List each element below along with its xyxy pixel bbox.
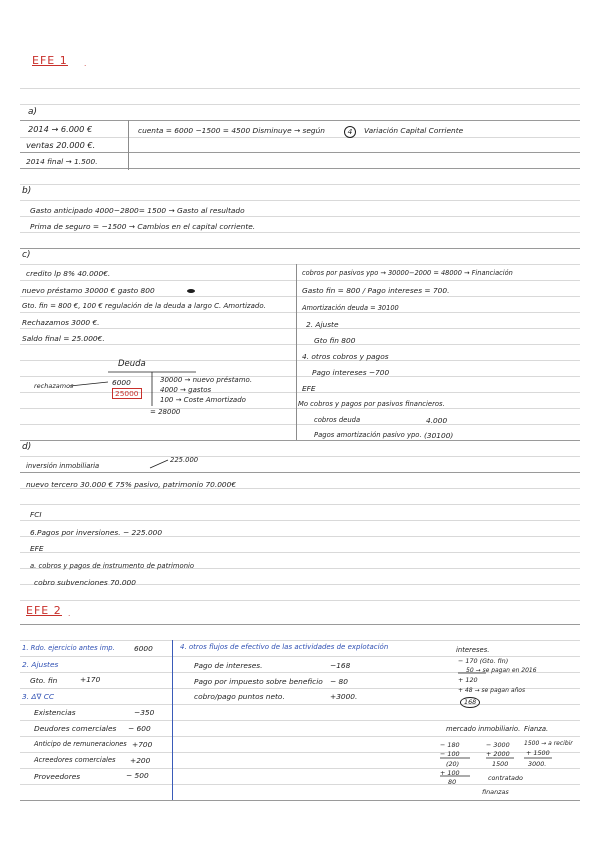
deuda-credit-1: 30000 → nuevo préstamo. (160, 376, 253, 384)
deuda-total: = 28000 (150, 408, 181, 416)
e2-c1-line-1: 1. Rdo. ejercicio antes imp. (22, 644, 115, 652)
e2-c3-col-a-5: 80 (448, 778, 457, 786)
e2-c1-line-5: Existencias (34, 708, 76, 717)
b-line-1: Gasto anticipado 4000−2800= 1500 → Gasto al resultado (30, 206, 245, 215)
c-line-3: Gto. fin = 800 €, 100 € regulación de la deuda a largo C. Amortizado. (22, 302, 266, 310)
title-dot: . (84, 59, 87, 68)
a-right-1: cuenta = 6000 −1500 = 4500 Disminuye → según (138, 126, 325, 135)
deuda-left-2: 25000 (112, 388, 142, 399)
d-line-2: nuevo tercero 30.000 € 75% pasivo, patrimonio 70.000€ (26, 480, 237, 489)
c-right-4: 2. Ajuste (306, 320, 339, 329)
item-a-label: a) (28, 107, 38, 117)
e2-c1-line-5-value: −350 (134, 708, 155, 717)
e2-c1-line-3-value: +170 (80, 675, 101, 684)
deuda-credit-2: 4000 → gastos (160, 386, 212, 394)
arrow-stroke (70, 382, 108, 386)
e2-c2-line-4-value: +3000. (330, 692, 358, 701)
e2-c3-intereses: intereses. (456, 646, 490, 654)
e2-c1-line-9-value: − 500 (126, 771, 149, 780)
a-right-variacion: Variación Capital Corriente (364, 126, 464, 135)
c-right-9: Mo cobros y pagos por pasivos financieros. (298, 400, 445, 408)
c-right-11-value: (30100) (424, 431, 454, 440)
a-line-3: 2014 final → 1.500. (26, 157, 98, 166)
item-d-label: d) (22, 442, 32, 452)
b-line-2: Prima de seguro = −1500 → Cambios en el capital corriente. (30, 222, 256, 231)
a-circled-number: 4 (344, 126, 356, 138)
c-line-5: Saldo final = 25.000€. (22, 334, 105, 343)
c-right-5: Gto fin 800 (314, 336, 356, 345)
e2-c1-line-4: 3. Δ∇ CC (22, 692, 55, 701)
e2-c2-line-4: cobro/pago puntos neto. (194, 692, 285, 701)
d-line-1-value: 225.000 (170, 456, 199, 464)
deuda-credit-3: 100 → Coste Amortizado (160, 396, 246, 404)
a-line-1: 2014 → 6.000 € (28, 124, 93, 134)
e2-c3-line-5: + 48 → se pagan años (458, 687, 526, 694)
e2-c3-result: 168 (460, 697, 480, 708)
e2-c3-line-4: + 120 (458, 676, 478, 684)
e2-c2-line-2: Pago de intereses. (194, 661, 263, 670)
e2-c3-col-a-2: − 100 (440, 750, 460, 758)
section-title-efe1: EFE 1 (32, 54, 68, 67)
c-right-8: EFE (302, 384, 316, 393)
e2-c2-line-1: 4. otros flujos de efectivo de las actividades de explotación (180, 643, 389, 651)
arrow-stroke (150, 460, 168, 468)
deuda-title: Deuda (118, 359, 146, 369)
e2-c3-col-b-5: finanzas (482, 788, 509, 796)
d-efe-line-2: cobro subvenciones 70.000 (34, 578, 136, 587)
e2-c1-line-8: Acreedores comerciales (34, 756, 116, 764)
e2-c3-col-a-3: (20) (446, 760, 460, 768)
e2-c1-line-9: Proveedores (34, 772, 81, 781)
c-right-11: Pagos amortización pasivo ypo. (314, 431, 422, 439)
section-title-efe2: EFE 2 (26, 604, 62, 617)
e2-c1-line-8-value: +200 (130, 756, 151, 765)
e2-c3-col-b-4: contratado (488, 774, 523, 782)
c-right-1: cobros por pasivos ypo → 30000−2000 = 48000 → Financiación (302, 269, 513, 277)
e2-c1-line-7: Anticipo de remuneraciones (34, 740, 127, 748)
d-fci: FCI (30, 510, 42, 519)
d-efe: EFE (30, 544, 44, 553)
e2-c3-mercado: mercado inmobiliario. (446, 725, 521, 733)
e2-c3-col-b-1: − 3000 (486, 741, 510, 749)
c-line-1: credito lp 8% 40.000€. (26, 269, 111, 278)
c-right-3: Amortización deuda = 30100 (302, 304, 399, 312)
item-b-label: b) (22, 186, 32, 196)
e2-c1-line-6: Deudores comerciales (34, 724, 117, 733)
c-line-2: nuevo préstamo 30000 € gasto 800 (22, 286, 155, 295)
d-line-1: inversión inmobiliaria (26, 462, 100, 470)
item-c-label: c) (22, 250, 31, 260)
e2-c1-line-2: 2. Ajustes (22, 660, 59, 669)
e2-c3-col-a-1: − 180 (440, 741, 460, 749)
c-right-2: Gasto fin = 800 / Pago intereses = 700. (302, 286, 450, 295)
e2-c3-col-a-4: + 100 (440, 769, 460, 777)
e2-c3-col-b-3: 1500 (492, 760, 509, 768)
e2-c3-col-c-3: 3000. (528, 760, 547, 768)
c-right-6: 4. otros cobros y pagos (302, 352, 389, 361)
e2-c3-col-b-2: + 2000 (486, 750, 510, 758)
ink-mark (187, 289, 195, 293)
e2-c1-line-6-value: − 600 (128, 724, 151, 733)
e2-c2-line-3: Pago por impuesto sobre beneficio (194, 677, 323, 686)
c-right-7: Pago intereses −700 (312, 368, 390, 377)
e2-c1-line-7-value: +700 (132, 740, 153, 749)
e2-c1-line-1-value: 6000 (134, 644, 153, 653)
e2-c3-col-c-2: + 1500 (526, 749, 550, 757)
e2-c3-line-3: 50 → se pagan en 2016 (466, 667, 537, 674)
title-dot: . (68, 609, 71, 618)
d-fci-line: 6.Pagos por inversiones. − 225.000 (30, 528, 163, 537)
c-right-10-value: 4.000 (426, 416, 448, 425)
c-line-4: Rechazamos 3000 €. (22, 318, 100, 327)
e2-c1-line-3: Gto. fin (30, 676, 58, 685)
deuda-left-1: 6000 (112, 378, 131, 387)
c-right-10: cobros deuda (314, 416, 361, 424)
e2-c2-line-2-value: −168 (330, 661, 351, 670)
e2-c3-line-2: − 170 (Gto. fin) (458, 657, 509, 665)
d-efe-line-1: a. cobros y pagos de instrumento de patrimonio (30, 562, 195, 570)
deuda-rechazamos: rechazamos (34, 382, 74, 390)
e2-c2-line-3-value: − 80 (330, 677, 348, 686)
e2-c3-col-c-1: 1500 → a recibir (524, 740, 573, 747)
e2-c3-fianza: Fianza. (524, 725, 549, 733)
a-line-2: ventas 20.000 €. (26, 140, 96, 150)
